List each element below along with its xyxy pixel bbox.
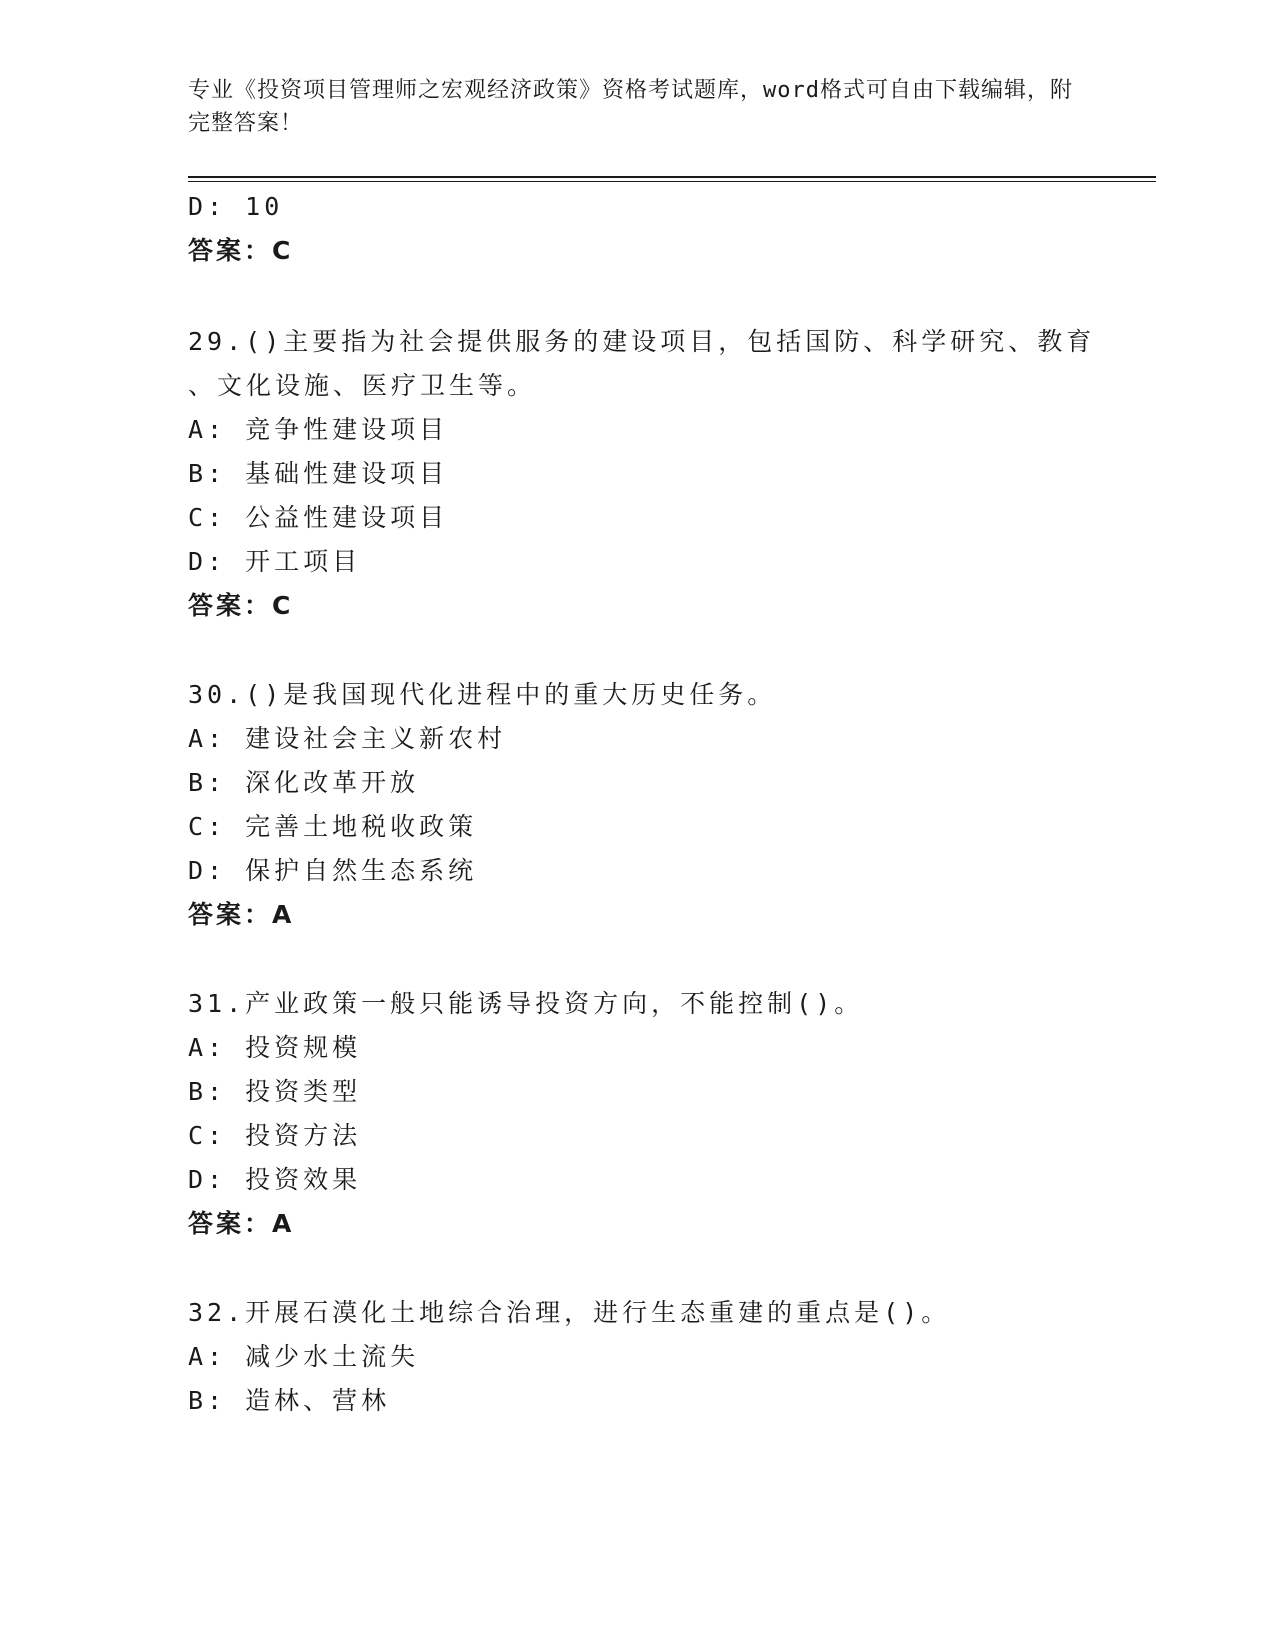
question-29-answer: 答案：C xyxy=(188,591,294,620)
question-29-option-c: C: 公益性建设项目 xyxy=(188,503,449,532)
header-divider-thin xyxy=(188,181,1156,182)
question-29-option-b: B: 基础性建设项目 xyxy=(188,459,449,488)
question-31-stem: 31.产业政策一般只能诱导投资方向，不能控制()。 xyxy=(188,989,864,1018)
question-31-option-b: B: 投资类型 xyxy=(188,1077,362,1106)
question-29-stem-cont: 、文化设施、医疗卫生等。 xyxy=(188,371,537,400)
question-32-option-a: A: 减少水土流失 xyxy=(188,1342,420,1371)
question-30-answer: 答案：A xyxy=(188,900,295,929)
question-31-option-d: D: 投资效果 xyxy=(188,1165,362,1194)
header-divider-thick xyxy=(188,176,1156,178)
question-30-stem: 30.()是我国现代化进程中的重大历史任务。 xyxy=(188,680,777,709)
answer: 答案：C xyxy=(188,236,294,265)
question-30-option-c: C: 完善土地税收政策 xyxy=(188,812,478,841)
question-30-option-d: D: 保护自然生态系统 xyxy=(188,856,478,885)
question-31-option-a: A: 投资规模 xyxy=(188,1033,362,1062)
question-30-option-b: B: 深化改革开放 xyxy=(188,768,420,797)
question-30-option-a: A: 建设社会主义新农村 xyxy=(188,724,507,753)
option-d: D: 10 xyxy=(188,192,284,221)
question-29-stem: 29.()主要指为社会提供服务的建设项目，包括国防、科学研究、教育 xyxy=(188,327,1096,356)
page-header: 专业《投资项目管理师之宏观经济政策》资格考试题库，word格式可自由下载编辑，附完整答案！ xyxy=(188,78,1073,136)
question-31-answer: 答案：A xyxy=(188,1209,295,1238)
question-29-option-a: A: 竞争性建设项目 xyxy=(188,415,449,444)
question-31-option-c: C: 投资方法 xyxy=(188,1121,362,1150)
question-32-option-b: B: 造林、营林 xyxy=(188,1386,391,1415)
question-32-stem: 32.开展石漠化土地综合治理，进行生态重建的重点是()。 xyxy=(188,1298,951,1327)
question-29-option-d: D: 开工项目 xyxy=(188,547,362,576)
